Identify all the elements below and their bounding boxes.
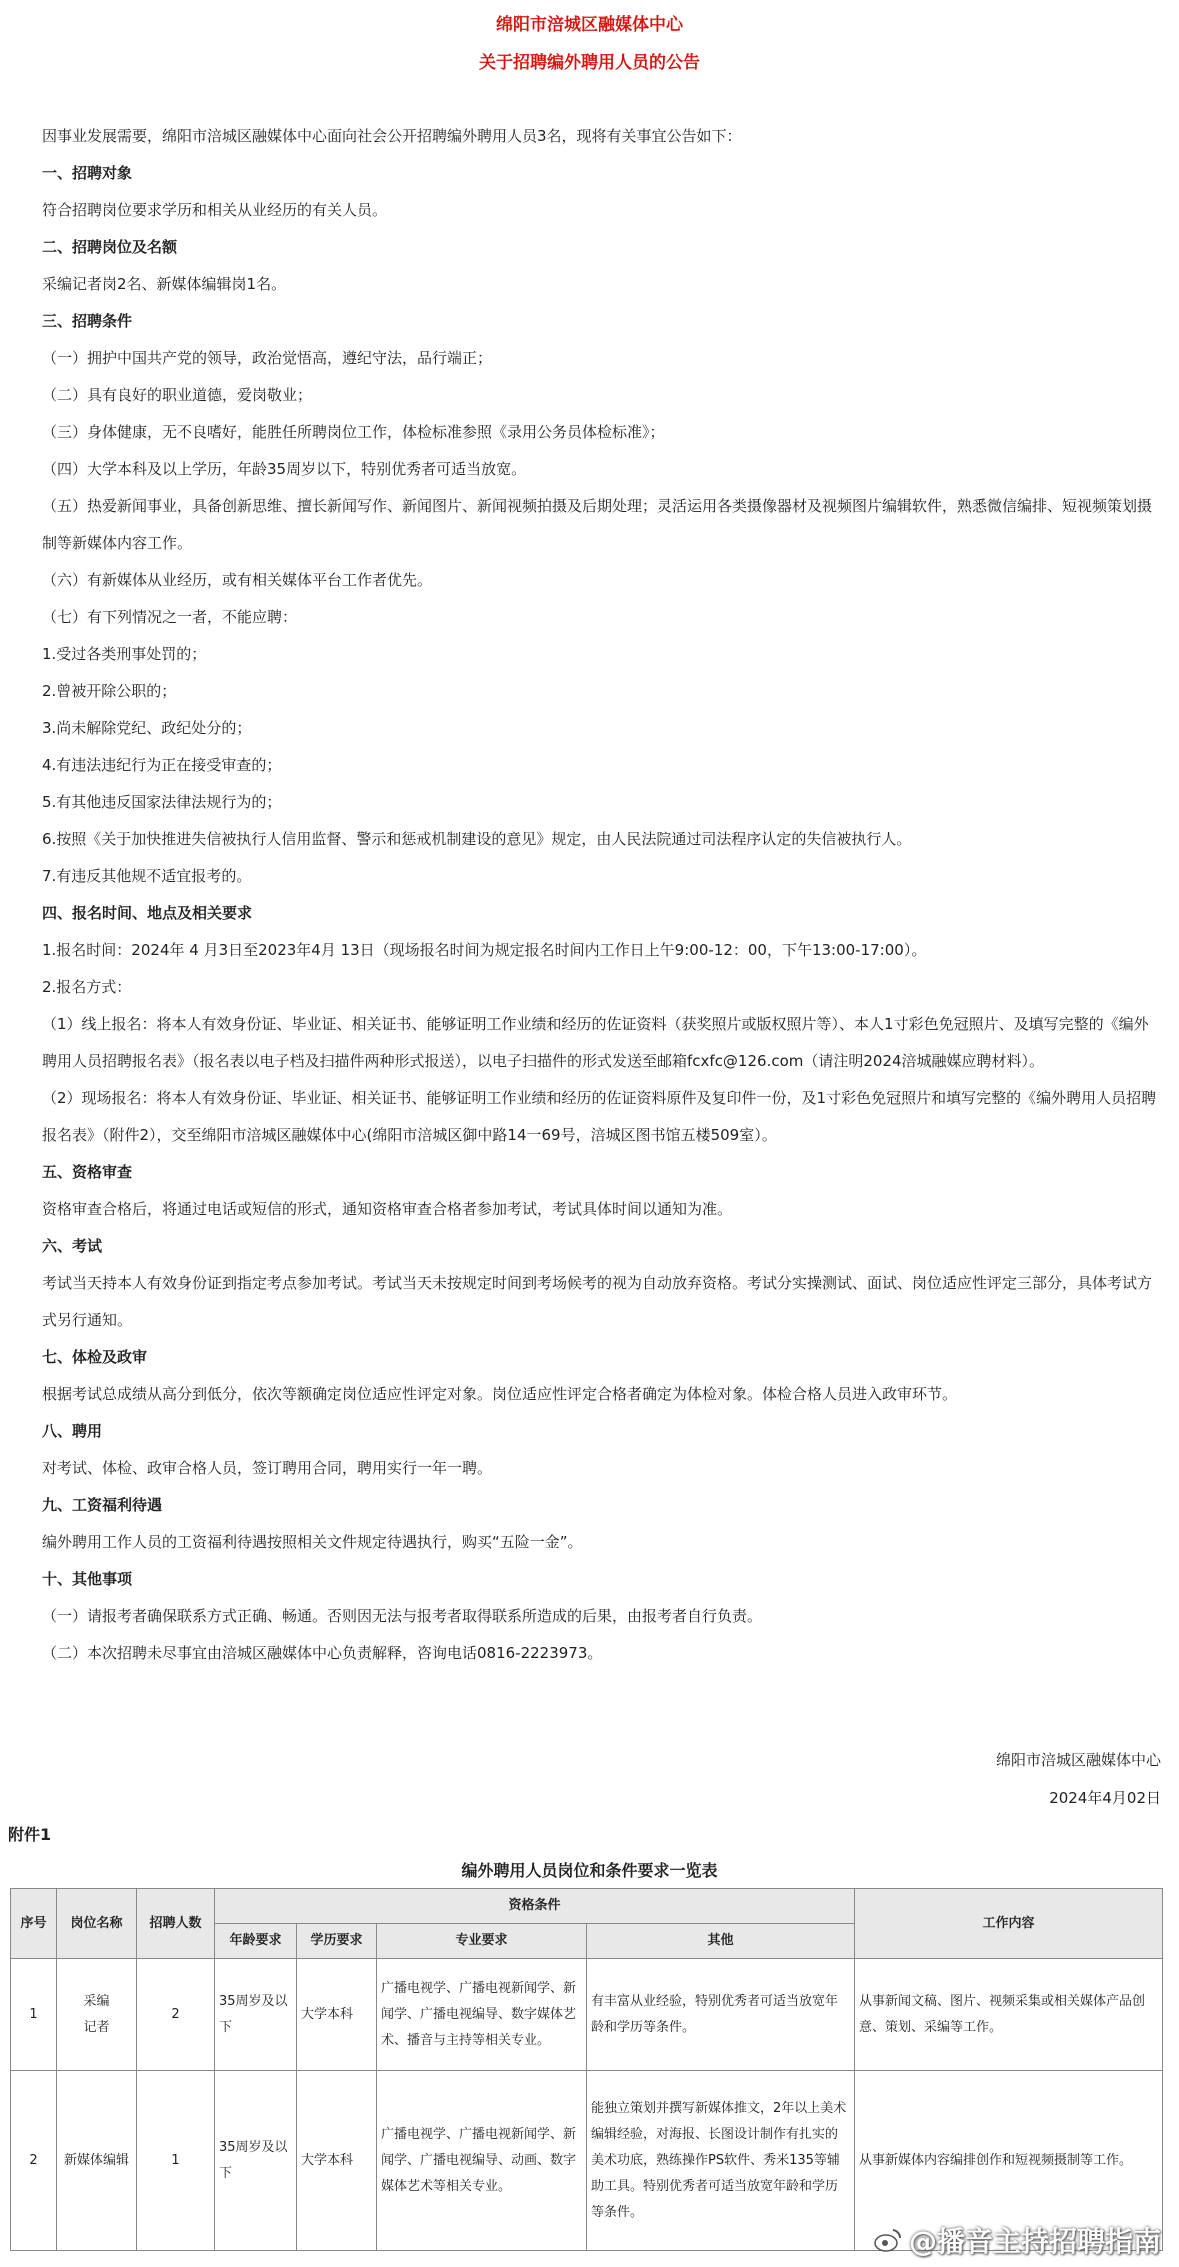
header-major: 专业要求 bbox=[377, 1924, 587, 1959]
annex-label: 附件1 bbox=[8, 1825, 52, 1844]
body-paragraph: 3.尚未解除党纪、政纪处分的； bbox=[42, 719, 252, 737]
body-paragraph: （1）线上报名：将本人有效身份证、毕业证、相关证书、能够证明工作业绩和经历的佐证资料（获奖照片或版权照片等）、本人1寸彩色免冠照片、及填写完整的《编外聘用人员招聘报名表》（报名表以电子档及扫描件两种形式报送），以电子扫描件的形式发送至邮箱fcxfc@126.com（请注明2024涪城融媒应聘材料）。 bbox=[42, 1015, 1149, 1070]
header-seq: 序号 bbox=[11, 1889, 57, 1959]
body-paragraph: （七）有下列情况之一者，不能应聘： bbox=[42, 608, 298, 626]
body-paragraph: 6.按照《关于加快推进失信被执行人信用监督、警示和惩戒机制建设的意见》规定，由人民法院通过司法程序认定的失信被执行人。 bbox=[42, 830, 912, 848]
section-heading: 十、其他事项 bbox=[42, 1570, 133, 1588]
section-heading: 二、招聘岗位及名额 bbox=[42, 238, 178, 256]
row-post: 新媒体编辑 bbox=[57, 2071, 137, 2251]
body-paragraph: 2.报名方式： bbox=[42, 978, 132, 996]
row-edu: 大学本科 bbox=[297, 2071, 377, 2251]
body-paragraph: （六）有新媒体从业经历，或有相关媒体平台工作者优先。 bbox=[42, 571, 433, 589]
row-other: 有丰富从业经验，特别优秀者可适当放宽年龄和学历等条件。 bbox=[587, 1959, 855, 2071]
header-other: 其他 bbox=[587, 1924, 855, 1959]
body-paragraph: 考试当天持本人有效身份证到指定考点参加考试。考试当天未按规定时间到考场候考的视为自动放弃资格。考试分实操测试、面试、岗位适应性评定三部分，具体考试方式另行通知。 bbox=[42, 1274, 1153, 1329]
row-post: 采编 记者 bbox=[57, 1959, 137, 2071]
body-paragraph: 1.报名时间：2024年 4 月3日至2023年4月 13日（现场报名时间为规定报名时间内工作日上午9:00-12：00，下午13:00-17:00）。 bbox=[42, 941, 927, 959]
section-heading: 七、体检及政审 bbox=[42, 1348, 148, 1366]
body-paragraph: （一）请报考者确保联系方式正确、畅通。否则因无法与报考者取得联系所造成的后果，由报考者自行负责。 bbox=[42, 1607, 763, 1625]
row-age: 35周岁及以下 bbox=[215, 1959, 297, 2071]
weibo-icon bbox=[873, 2225, 903, 2255]
body-paragraph: （四）大学本科及以上学历，年龄35周岁以下，特别优秀者可适当放宽。 bbox=[42, 460, 527, 478]
body-paragraph: 符合招聘岗位要求学历和相关从业经历的有关人员。 bbox=[42, 201, 388, 219]
header-count: 招聘人数 bbox=[137, 1889, 215, 1959]
header-work: 工作内容 bbox=[855, 1889, 1163, 1959]
row-work: 从事新闻文稿、图片、视频采集或相关媒体产品创意、策划、采编等工作。 bbox=[855, 1959, 1163, 2071]
header-post: 岗位名称 bbox=[57, 1889, 137, 1959]
body-paragraph: 2.曾被开除公职的； bbox=[42, 682, 177, 700]
body-paragraph: 根据考试总成绩从高分到低分，依次等额确定岗位适应性评定对象。岗位适应性评定合格者确定为体检对象。体检合格人员进入政审环节。 bbox=[42, 1385, 958, 1403]
body-paragraph: （2）现场报名：将本人有效身份证、毕业证、相关证书、能够证明工作业绩和经历的佐证资料原件及复印件一份，及1寸彩色免冠照片和填写完整的《编外聘用人员招聘报名表》（附件2），交至绵阳市涪城区融媒体中心(绵阳市涪城区御中路14一69号，涪城区图书馆五楼509室）。 bbox=[42, 1089, 1157, 1144]
header-conditions: 资格条件 bbox=[215, 1889, 855, 1924]
body-paragraph: 4.有违法违纪行为正在接受审查的； bbox=[42, 756, 282, 774]
row-age: 35周岁及以下 bbox=[215, 2071, 297, 2251]
org-title: 绵阳市涪城区融媒体中心 bbox=[496, 15, 683, 35]
body-paragraph: （二）具有良好的职业道德，爱岗敬业； bbox=[42, 386, 313, 404]
row-other: 能独立策划并撰写新媒体推文，2年以上美术编辑经验，对海报、长图设计制作有扎实的美术功底，熟练操作PS软件、秀米135等辅助工具。特别优秀者可适当放宽年龄和学历等条件。 bbox=[587, 2071, 855, 2251]
row-major: 广播电视学、广播电视新闻学、新闻学、广播电视编导、动画、数字媒体艺术等相关专业。 bbox=[377, 2071, 587, 2251]
body-paragraph: 编外聘用工作人员的工资福利待遇按照相关文件规定待遇执行，购买“五险一金”。 bbox=[42, 1533, 583, 1551]
body-paragraph: （一）拥护中国共产党的领导，政治觉悟高，遵纪守法，品行端正； bbox=[42, 349, 493, 367]
announcement-title: 关于招聘编外聘用人员的公告 bbox=[479, 53, 700, 73]
annex-table-title: 编外聘用人员岗位和条件要求一览表 bbox=[461, 1861, 718, 1880]
row-major: 广播电视学、广播电视新闻学、新闻学、广播电视编导、数字媒体艺术、播音与主持等相关专业。 bbox=[377, 1959, 587, 2071]
row-count: 2 bbox=[137, 1959, 215, 2071]
header-age: 年龄要求 bbox=[215, 1924, 297, 1959]
row-edu: 大学本科 bbox=[297, 1959, 377, 2071]
body-paragraph: （二）本次招聘未尽事宜由涪城区融媒体中心负责解释，咨询电话0816-2223973。 bbox=[42, 1644, 603, 1662]
row-work: 从事新媒体内容编排创作和短视频摄制等工作。 bbox=[855, 2071, 1163, 2251]
body-paragraph: 采编记者岗2名、新媒体编辑岗1名。 bbox=[42, 275, 287, 293]
body-paragraph: 7.有违反其他规不适宜报考的。 bbox=[42, 867, 252, 885]
row-count: 1 bbox=[137, 2071, 215, 2251]
signature-org: 绵阳市涪城区融媒体中心 bbox=[995, 1751, 1161, 1769]
header-edu: 学历要求 bbox=[297, 1924, 377, 1959]
row-seq: 1 bbox=[11, 1959, 57, 2071]
body-paragraph: （五）热爱新闻事业，具备创新思维、擅长新闻写作、新闻图片、新闻视频拍摄及后期处理；灵活运用各类摄像器材及视频图片编辑软件，熟悉微信编排、短视频策划摄制等新媒体内容工作。 bbox=[42, 497, 1153, 552]
section-heading: 六、考试 bbox=[42, 1237, 103, 1255]
body-paragraph: 因事业发展需要，绵阳市涪城区融媒体中心面向社会公开招聘编外聘用人员3名，现将有关事宜公告如下： bbox=[42, 127, 742, 145]
body-paragraph: 资格审查合格后，将通过电话或短信的形式，通知资格审查合格者参加考试，考试具体时间以通知为准。 bbox=[42, 1200, 733, 1218]
body-paragraph: 1.受过各类刑事处罚的； bbox=[42, 645, 207, 663]
signature-date: 2024年4月02日 bbox=[1049, 1789, 1161, 1807]
watermark-text: @播音主持招聘指南 bbox=[908, 2225, 1161, 2258]
row-seq: 2 bbox=[11, 2071, 57, 2251]
body-paragraph: （三）身体健康，无不良嗜好，能胜任所聘岗位工作，体检标准参照《录用公务员体检标准》； bbox=[42, 423, 665, 441]
watermark bbox=[873, 2220, 1161, 2260]
table-header-row bbox=[11, 1889, 1163, 1924]
section-heading: 一、招聘对象 bbox=[42, 164, 133, 182]
section-heading: 八、聘用 bbox=[42, 1422, 103, 1440]
section-heading: 四、报名时间、地点及相关要求 bbox=[42, 904, 253, 922]
table-row bbox=[11, 1959, 1163, 2071]
requirements-table bbox=[10, 1888, 1163, 2251]
section-heading: 九、工资福利待遇 bbox=[42, 1496, 163, 1514]
body-paragraph: 对考试、体检、政审合格人员，签订聘用合同，聘用实行一年一聘。 bbox=[42, 1459, 493, 1477]
body-paragraph: 5.有其他违反国家法律法规行为的； bbox=[42, 793, 282, 811]
section-heading: 三、招聘条件 bbox=[42, 312, 133, 330]
section-heading: 五、资格审查 bbox=[42, 1163, 133, 1181]
